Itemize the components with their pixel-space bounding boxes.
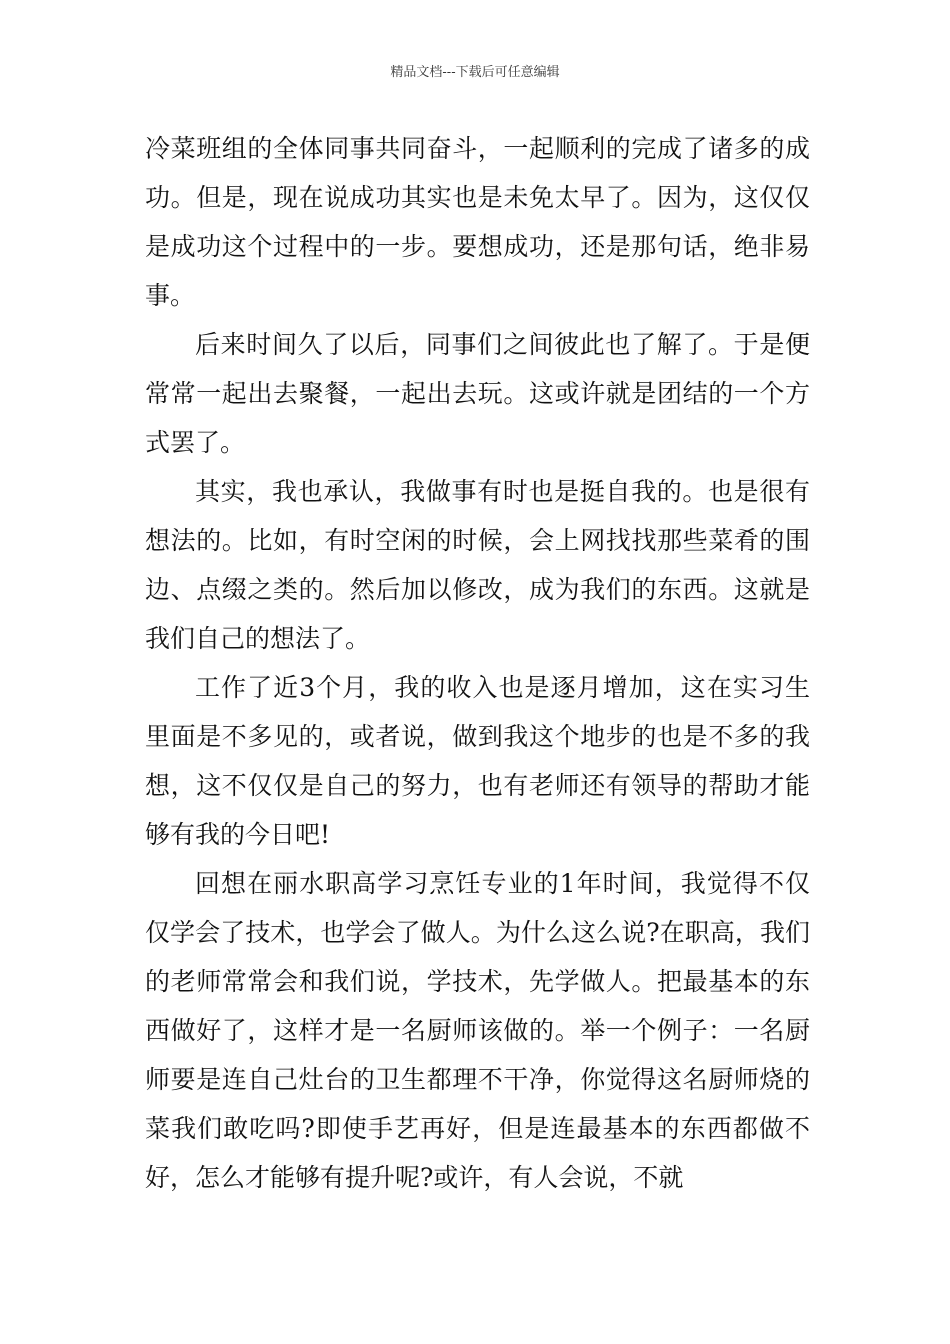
paragraph-1: 冷菜班组的全体同事共同奋斗，一起顺利的完成了诸多的成功。但是，现在说成功其实也是未免太早了。因为，这仅仅是成功这个过程中的一步。要想成功，还是那句话，绝非易事。	[145, 134, 810, 310]
body-text	[145, 124, 810, 1202]
paragraph-5: 回想在丽水职高学习烹饪专业的1年时间，我觉得不仅仅学会了技术，也学会了做人。为什么这么说?在职高，我们的老师常常会和我们说，学技术，先学做人。把最基本的东西做好了，这样才是一名厨师该做的。举一个例子：一名厨师要是连自己灶台的卫生都理不干净，你觉得这名厨师烧的菜我们敢吃吗?即使手艺再好，但是连最基本的东西都做不好，怎么才能够有提升呢?或许，有人会说，不就	[145, 869, 810, 1192]
paragraph-3: 其实，我也承认，我做事有时也是挺自我的。也是很有想法的。比如，有时空闲的时候，会上网找找那些菜肴的围边、点缀之类的。然后加以修改，成为我们的东西。这就是我们自己的想法了。	[145, 477, 810, 653]
paragraph-4: 工作了近3个月，我的收入也是逐月增加，这在实习生里面是不多见的，或者说，做到我这个地步的也是不多的我想，这不仅仅是自己的努力，也有老师还有领导的帮助才能够有我的今日吧!	[145, 673, 810, 849]
page-header: 精品文档---下载后可任意编辑	[390, 65, 560, 80]
paragraph-2: 后来时间久了以后，同事们之间彼此也了解了。于是便常常一起出去聚餐，一起出去玩。这或许就是团结的一个方式罢了。	[145, 330, 810, 457]
